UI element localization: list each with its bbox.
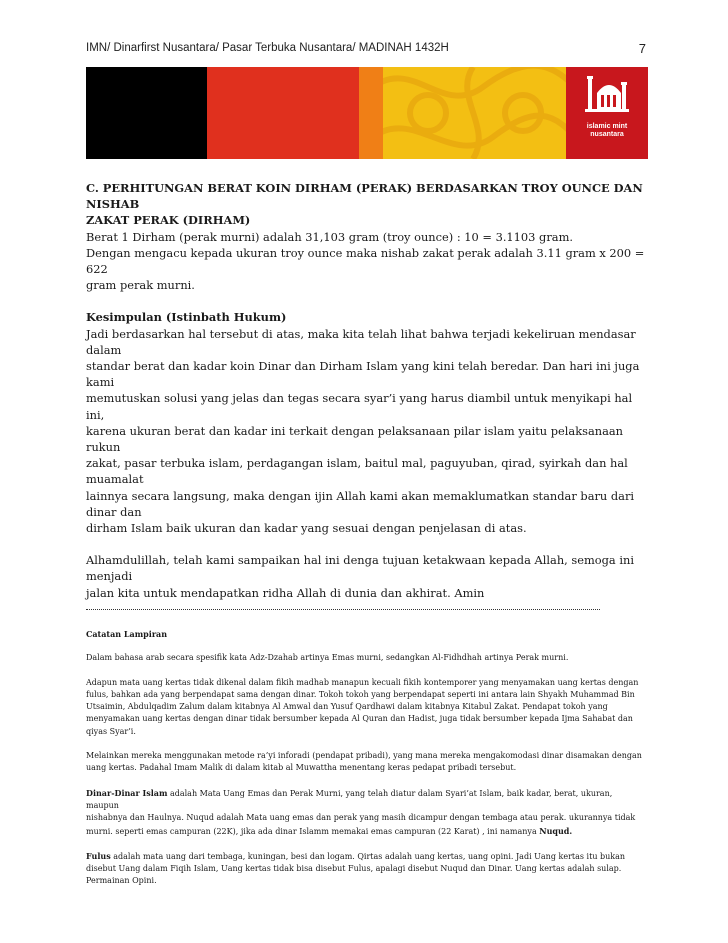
note-line: disebut Uang dalam Fiqih Islam, Uang kertas tidak bisa disebut Fulus, apalagi disebut Nuqud dan Dinar. Uang kertas adalah sulap. bbox=[86, 864, 622, 874]
footnotes bbox=[86, 628, 646, 888]
logo-panel bbox=[566, 67, 648, 159]
conclusion-line: Jadi berdasarkan hal tersebut di atas, maka kita telah lihat bahwa terjadi kekeliruan mendasar dalam bbox=[86, 326, 636, 357]
note-paragraph: Dalam bahasa arab secara spesifik kata Adz-Dzahab artinya Emas murni, sedangkan Al-Fidhdhah artinya Perak murni. bbox=[86, 653, 569, 663]
closing-line2: jalan kita untuk mendapatkan ridha Allah di dunia dan akhirat. Amin bbox=[86, 585, 485, 600]
section-c-line2: Dengan mengacu kepada ukuran troy ounce maka nishab zakat perak adalah 3.11 gram x 200 = 622 bbox=[86, 245, 645, 277]
note-fulus-line1 bbox=[86, 850, 646, 863]
term-nuqud: Nuqud. bbox=[539, 825, 573, 836]
conclusion-line: zakat, pasar terbuka islam, perdagangan islam, baitul mal, paguyuban, qirad, syirkah dan hal muamalat bbox=[86, 456, 628, 487]
notes-title: Catatan Lampiran bbox=[86, 629, 168, 639]
page-number: 7 bbox=[638, 41, 646, 56]
note-line: Utsaimin, Abdulqadim Zalum dalam kitabnya Al Amwal dan Yusuf Qardhawi dalam kitabnya Kitabul Zakat. Pendapat tokoh yang bbox=[86, 702, 608, 712]
section-c-line1: Berat 1 Dirham (perak murni) adalah 31,103 gram (troy ounce) : 10 = 3.1103 gram. bbox=[86, 229, 573, 244]
banner-black-band bbox=[86, 67, 207, 159]
note-text: murni. seperti emas campuran (22K), jika ada dinar Islamm memakai emas campuran (22 Karat) , ini namanya bbox=[86, 826, 540, 836]
note-line: menyamakan uang kertas dengan dinar tidak bersumber kepada Al Quran dan Hadist, juga tidak bersumber kepada Ijma Sahabat dan bbox=[86, 714, 633, 724]
note-line: fulus, bahkan ada yang berpendapat sama dengan dinar. Tokoh tokoh yang berpendapat seperti ini antara lain Shyakh Muhammad Bin bbox=[86, 689, 635, 699]
main-content bbox=[86, 180, 646, 601]
conclusion-title: Kesimpulan (Istinbath Hukum) bbox=[86, 310, 287, 325]
conclusion-line: standar berat dan kadar koin Dinar dan Dirham Islam yang kini telah beredar. Dan hari ini juga kami bbox=[86, 359, 640, 390]
banner-red-band bbox=[207, 67, 359, 159]
logo-text-line2: nusantara bbox=[590, 131, 624, 138]
note-dinar-line3 bbox=[86, 825, 646, 838]
section-c-title-line1: C. PERHITUNGAN BERAT KOIN DIRHAM (PERAK) BERDASARKAN TROY OUNCE DAN NISHAB bbox=[86, 181, 643, 212]
term-fulus: Fulus bbox=[86, 850, 111, 861]
section-c-title-line2: ZAKAT PERAK (DIRHAM) bbox=[86, 213, 251, 228]
section-c-line3: gram perak murni. bbox=[86, 278, 195, 293]
conclusion-line: karena ukuran berat dan kadar ini terkait dengan pelaksanaan pilar islam yaitu pelaksanaan rukun bbox=[86, 423, 624, 455]
header-banner bbox=[86, 67, 648, 159]
note-text: adalah mata uang dari tembaga, kuningan, besi dan logam. Qirtas adalah uang kertas, uang opini. Jadi Uang kertas itu bukan bbox=[110, 851, 626, 861]
closing-line1: Alhamdulillah, telah kami sampaikan hal ini denga tujuan ketakwaan kepada Allah, semoga ini menjadi bbox=[86, 553, 634, 584]
banner-ornament-band bbox=[383, 67, 566, 159]
note-line: Melainkan mereka menggunakan metode ra’yi inforadi (pendapat pribadi), yang mana mereka mengakomodasi dinar disamakan dengan bbox=[86, 751, 642, 761]
term-dinar-islam: Dinar-Dinar Islam bbox=[86, 787, 168, 798]
banner-orange-band bbox=[359, 67, 383, 159]
note-text: adalah Mata Uang Emas dan Perak Murni, yang telah diatur dalam Syari’at Islam, baik kadar, berat, ukuran, maupun bbox=[86, 788, 613, 810]
note-line: nishabnya dan Haulnya. Nuqud adalah Mata uang emas dan perak yang masih dicampur dengan tembaga atau perak. ukurannya tidak bbox=[86, 813, 636, 823]
note-line: qiyas Syar’i. bbox=[86, 726, 136, 736]
footnote-divider bbox=[86, 609, 600, 610]
note-line: uang kertas. Padahal Imam Malik di dalam kitab al Muwattha menentang keras pedapat pribadi tersebut. bbox=[86, 763, 517, 773]
imn-logo bbox=[566, 67, 648, 159]
header-text: IMN/ Dinarfirst Nusantara/ Pasar Terbuka Nusantara/ MADINAH 1432H bbox=[86, 42, 449, 54]
arabesque-pattern-icon bbox=[383, 67, 566, 159]
page-header bbox=[86, 42, 646, 58]
note-dinar-line1 bbox=[86, 787, 646, 813]
logo-text-line1: islamic mint bbox=[586, 123, 628, 130]
note-line: Adapun mata uang kertas tidak dikenal dalam fikih madhab manapun kecuali fikih kontemporer yang menyamakan uang kertas dengan bbox=[86, 677, 639, 687]
conclusion-line: lainnya secara langsung, maka dengan ijin Allah kami akan memaklumatkan standar baru dari dinar dan bbox=[86, 488, 635, 519]
conclusion-line: dirham Islam baik ukuran dan kadar yang sesuai dengan penjelasan di atas. bbox=[86, 521, 527, 536]
conclusion-line: memutuskan solusi yang jelas dan tegas secara syar’i yang harus diambil untuk menyikapi hal ini, bbox=[86, 391, 633, 422]
note-line: Permainan Opini. bbox=[86, 876, 157, 886]
mosque-icon bbox=[585, 73, 629, 121]
